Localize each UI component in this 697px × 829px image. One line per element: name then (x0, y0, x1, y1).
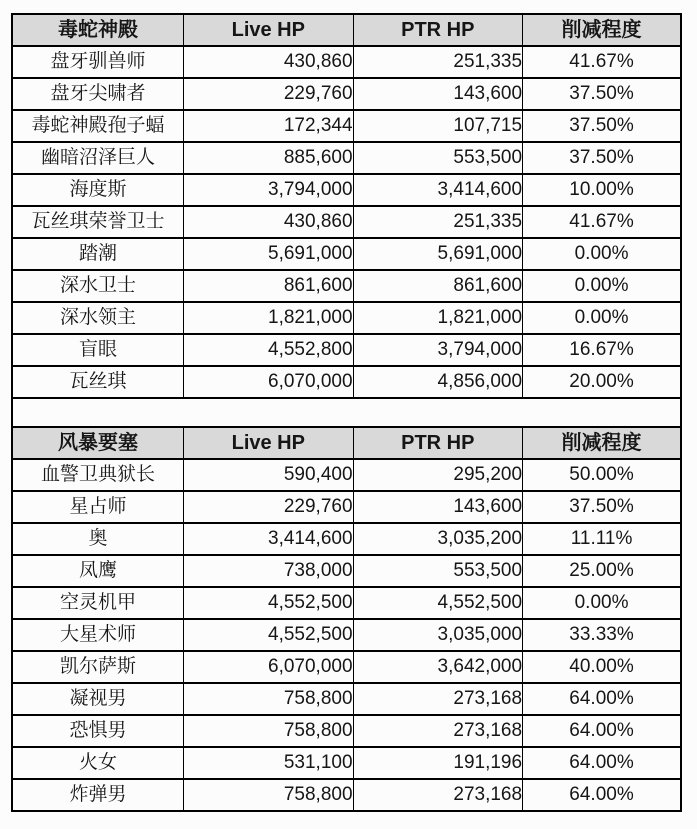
cell-reduction: 64.00% (523, 715, 681, 747)
cell-reduction: 40.00% (523, 651, 681, 683)
column-header-reduction: 削减程度 (523, 427, 681, 459)
cell-ptr-hp: 3,035,200 (353, 523, 523, 555)
cell-boss-name: 瓦丝琪荣誉卫士 (12, 206, 184, 238)
cell-live-hp: 531,100 (184, 747, 354, 779)
cell-reduction: 64.00% (523, 747, 681, 779)
cell-ptr-hp: 3,035,000 (353, 619, 523, 651)
cell-boss-name: 毒蛇神殿孢子蝠 (12, 110, 184, 142)
cell-ptr-hp: 143,600 (353, 491, 523, 523)
table-row (12, 46, 681, 78)
cell-reduction: 50.00% (523, 459, 681, 491)
cell-reduction: 64.00% (523, 683, 681, 715)
table-row (12, 779, 681, 811)
cell-ptr-hp: 553,500 (353, 142, 523, 174)
cell-ptr-hp: 4,856,000 (353, 366, 523, 398)
cell-reduction: 64.00% (523, 779, 681, 811)
cell-boss-name: 凝视男 (12, 683, 184, 715)
cell-ptr-hp: 143,600 (353, 78, 523, 110)
cell-ptr-hp: 3,794,000 (353, 334, 523, 366)
table-body (12, 459, 681, 811)
cell-live-hp: 229,760 (184, 491, 354, 523)
cell-live-hp: 738,000 (184, 555, 354, 587)
cell-ptr-hp: 273,168 (353, 779, 523, 811)
cell-live-hp: 758,800 (184, 779, 354, 811)
cell-ptr-hp: 861,600 (353, 270, 523, 302)
cell-ptr-hp: 4,552,500 (353, 587, 523, 619)
column-header-live-hp: Live HP (184, 14, 354, 46)
cell-reduction: 41.67% (523, 206, 681, 238)
cell-boss-name: 盘牙尖啸者 (12, 78, 184, 110)
cell-ptr-hp: 251,335 (353, 206, 523, 238)
cell-live-hp: 758,800 (184, 683, 354, 715)
cell-reduction: 33.33% (523, 619, 681, 651)
cell-live-hp: 3,414,600 (184, 523, 354, 555)
cell-live-hp: 4,552,500 (184, 619, 354, 651)
table-row (12, 366, 681, 398)
table-body (12, 46, 681, 398)
cell-live-hp: 430,860 (184, 46, 354, 78)
cell-reduction: 37.50% (523, 110, 681, 142)
cell-reduction: 37.50% (523, 142, 681, 174)
table-row (12, 78, 681, 110)
table-row (12, 110, 681, 142)
table-row (12, 747, 681, 779)
table-row (12, 459, 681, 491)
table-gap (11, 399, 682, 426)
cell-reduction: 10.00% (523, 174, 681, 206)
cell-live-hp: 6,070,000 (184, 366, 354, 398)
cell-live-hp: 861,600 (184, 270, 354, 302)
cell-ptr-hp: 191,196 (353, 747, 523, 779)
cell-boss-name: 深水领主 (12, 302, 184, 334)
cell-boss-name: 踏潮 (12, 238, 184, 270)
table-title: 毒蛇神殿 (12, 14, 184, 46)
cell-boss-name: 奥 (12, 523, 184, 555)
header-row (12, 427, 681, 459)
cell-reduction: 37.50% (523, 78, 681, 110)
cell-boss-name: 瓦丝琪 (12, 366, 184, 398)
cell-reduction: 41.67% (523, 46, 681, 78)
cell-boss-name: 炸弹男 (12, 779, 184, 811)
table-row (12, 334, 681, 366)
table-row (12, 619, 681, 651)
cell-live-hp: 4,552,500 (184, 587, 354, 619)
cell-reduction: 0.00% (523, 587, 681, 619)
cell-live-hp: 3,794,000 (184, 174, 354, 206)
cell-live-hp: 4,552,800 (184, 334, 354, 366)
cell-reduction: 0.00% (523, 270, 681, 302)
cell-ptr-hp: 553,500 (353, 555, 523, 587)
cell-reduction: 0.00% (523, 238, 681, 270)
table-serpentshrine-cavern (11, 13, 682, 399)
cell-reduction: 20.00% (523, 366, 681, 398)
cell-live-hp: 430,860 (184, 206, 354, 238)
cell-ptr-hp: 273,168 (353, 715, 523, 747)
cell-live-hp: 885,600 (184, 142, 354, 174)
table-title: 风暴要塞 (12, 427, 184, 459)
cell-boss-name: 恐惧男 (12, 715, 184, 747)
cell-boss-name: 凯尔萨斯 (12, 651, 184, 683)
cell-boss-name: 大星术师 (12, 619, 184, 651)
table-row (12, 715, 681, 747)
cell-reduction: 0.00% (523, 302, 681, 334)
column-header-reduction: 削减程度 (523, 14, 681, 46)
table-row (12, 555, 681, 587)
cell-live-hp: 5,691,000 (184, 238, 354, 270)
cell-ptr-hp: 107,715 (353, 110, 523, 142)
table-row (12, 683, 681, 715)
cell-boss-name: 空灵机甲 (12, 587, 184, 619)
cell-boss-name: 海度斯 (12, 174, 184, 206)
cell-ptr-hp: 5,691,000 (353, 238, 523, 270)
cell-boss-name: 火女 (12, 747, 184, 779)
cell-boss-name: 血警卫典狱长 (12, 459, 184, 491)
cell-ptr-hp: 3,642,000 (353, 651, 523, 683)
cell-live-hp: 172,344 (184, 110, 354, 142)
table-row (12, 238, 681, 270)
table-row (12, 651, 681, 683)
cell-ptr-hp: 295,200 (353, 459, 523, 491)
table-row (12, 142, 681, 174)
cell-reduction: 37.50% (523, 491, 681, 523)
cell-ptr-hp: 1,821,000 (353, 302, 523, 334)
table-row (12, 302, 681, 334)
table-row (12, 587, 681, 619)
cell-boss-name: 盘牙驯兽师 (12, 46, 184, 78)
cell-live-hp: 229,760 (184, 78, 354, 110)
column-header-ptr-hp: PTR HP (353, 427, 523, 459)
table-row (12, 491, 681, 523)
table-row (12, 174, 681, 206)
column-header-ptr-hp: PTR HP (353, 14, 523, 46)
cell-reduction: 11.11% (523, 523, 681, 555)
cell-live-hp: 758,800 (184, 715, 354, 747)
table-row (12, 270, 681, 302)
cell-live-hp: 6,070,000 (184, 651, 354, 683)
cell-boss-name: 凤鹰 (12, 555, 184, 587)
table-row (12, 523, 681, 555)
cell-live-hp: 590,400 (184, 459, 354, 491)
cell-boss-name: 深水卫士 (12, 270, 184, 302)
header-row (12, 14, 681, 46)
cell-ptr-hp: 251,335 (353, 46, 523, 78)
column-header-live-hp: Live HP (184, 427, 354, 459)
cell-ptr-hp: 3,414,600 (353, 174, 523, 206)
table-row (12, 206, 681, 238)
table-tempest-keep (11, 426, 682, 812)
cell-boss-name: 星占师 (12, 491, 184, 523)
cell-ptr-hp: 273,168 (353, 683, 523, 715)
cell-reduction: 25.00% (523, 555, 681, 587)
cell-boss-name: 盲眼 (12, 334, 184, 366)
cell-reduction: 16.67% (523, 334, 681, 366)
cell-boss-name: 幽暗沼泽巨人 (12, 142, 184, 174)
cell-live-hp: 1,821,000 (184, 302, 354, 334)
